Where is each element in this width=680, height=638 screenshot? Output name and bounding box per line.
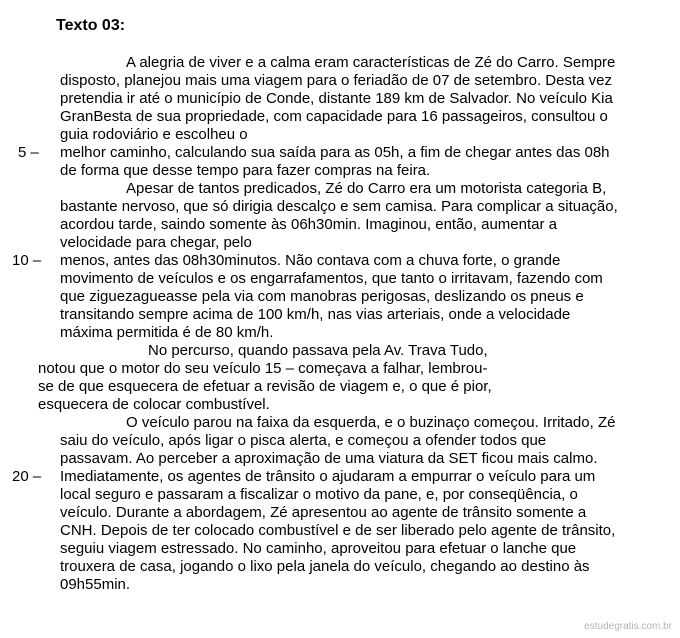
- line-number: 20 –: [12, 468, 42, 485]
- text-line: [0, 90, 680, 108]
- text-title: Texto 03:: [56, 17, 126, 34]
- line-text: saiu do veículo, após ligar o pisca alerta, e começou a ofender todos que: [60, 432, 547, 449]
- line-text: 09h55min.: [60, 576, 131, 593]
- line-text: guia rodoviário e escolheu o: [60, 126, 248, 143]
- text-line: [0, 540, 680, 558]
- line-text: O veículo parou na faixa da esquerda, e o buzinaço começou. Irritado, Zé: [126, 414, 616, 431]
- text-line: [0, 144, 680, 162]
- text-line: [0, 72, 680, 90]
- line-text: notou que o motor do seu veículo 15 – começava a falhar, lembrou-: [38, 360, 488, 377]
- line-text: velocidade para chegar, pelo: [60, 234, 252, 251]
- line-text: movimento de veículos e os engarrafamentos, que tanto o irritavam, fazendo com: [60, 270, 603, 287]
- line-text: Imediatamente, os agentes de trânsito o ajudaram a empurrar o veículo para um: [60, 468, 596, 485]
- text-line: [0, 558, 680, 576]
- line-text: esquecera de colocar combustível.: [38, 396, 270, 413]
- line-text: bastante nervoso, que só dirigia descalço e sem camisa. Para complicar a situação,: [60, 198, 618, 215]
- line-text: passavam. Ao perceber a aproximação de uma viatura da SET ficou mais calmo.: [60, 450, 598, 467]
- text-line: [0, 324, 680, 342]
- line-text: local seguro e passaram a fiscalizar o motivo da pane, e, por conseqüência, o: [60, 486, 578, 503]
- text-line: [0, 54, 680, 72]
- line-text: disposto, planejou mais uma viagem para o feriadão de 07 de setembro. Desta vez: [60, 72, 612, 89]
- text-line: [0, 306, 680, 324]
- line-text: máxima permitida é de 80 km/h.: [60, 324, 274, 341]
- text-line: [0, 576, 680, 594]
- line-text: trouxera de casa, jogando o lixo pela janela do veículo, chegando ao destino às: [60, 558, 590, 575]
- line-text: melhor caminho, calculando sua saída para as 05h, a fim de chegar antes das 08h: [60, 144, 610, 161]
- line-text: seguiu viagem estressado. No caminho, aproveitou para efetuar o lanche que: [60, 540, 577, 557]
- line-text: CNH. Depois de ter colocado combustível e de ser liberado pelo agente de trânsito,: [60, 522, 616, 539]
- text-line: [0, 450, 680, 468]
- line-text: menos, antes das 08h30minutos. Não contava com a chuva forte, o grande: [60, 252, 561, 269]
- text-line: [0, 198, 680, 216]
- line-text: Apesar de tantos predicados, Zé do Carro era um motorista categoria B,: [126, 180, 607, 197]
- text-line: [0, 216, 680, 234]
- line-text: de forma que desse tempo para fazer compras na feira.: [60, 162, 431, 179]
- text-line: [0, 504, 680, 522]
- line-text: No percurso, quando passava pela Av. Trava Tudo,: [148, 342, 488, 359]
- text-line: [0, 288, 680, 306]
- text-line: [0, 252, 680, 270]
- line-text: se de que esquecera de efetuar a revisão de viagem e, o que é pior,: [38, 378, 492, 395]
- text-line: [0, 360, 680, 378]
- text-line: [0, 108, 680, 126]
- line-text: GranBesta de sua propriedade, com capacidade para 16 passageiros, consultou o: [60, 108, 608, 125]
- line-text: A alegria de viver e a calma eram características de Zé do Carro. Sempre: [126, 54, 616, 71]
- text-line: [0, 468, 680, 486]
- site-watermark: estudegratis.com.br: [584, 621, 672, 632]
- text-line: [0, 396, 680, 414]
- text-line: [0, 414, 680, 432]
- line-text: pretendia ir até o município de Conde, distante 189 km de Salvador. No veículo Kia: [60, 90, 613, 107]
- text-line: [0, 486, 680, 504]
- text-body: [0, 54, 680, 594]
- line-number: 10 –: [12, 252, 42, 269]
- line-text: acordou tarde, saindo somente às 06h30min. Imaginou, então, aumentar a: [60, 216, 557, 233]
- line-text: que ziguezagueasse pela via com manobras perigosas, deslizando os pneus e: [60, 288, 584, 305]
- line-number: 5 –: [18, 144, 39, 161]
- text-line: [0, 180, 680, 198]
- text-line: [0, 342, 680, 360]
- line-text: veículo. Durante a abordagem, Zé apresentou ao agente de trânsito somente a: [60, 504, 587, 521]
- text-line: [0, 234, 680, 252]
- text-line: [0, 378, 680, 396]
- text-line: [0, 270, 680, 288]
- text-line: [0, 522, 680, 540]
- text-line: [0, 432, 680, 450]
- line-text: transitando sempre acima de 100 km/h, nas vias arteriais, onde a velocidade: [60, 306, 571, 323]
- text-line: [0, 126, 680, 144]
- text-line: [0, 162, 680, 180]
